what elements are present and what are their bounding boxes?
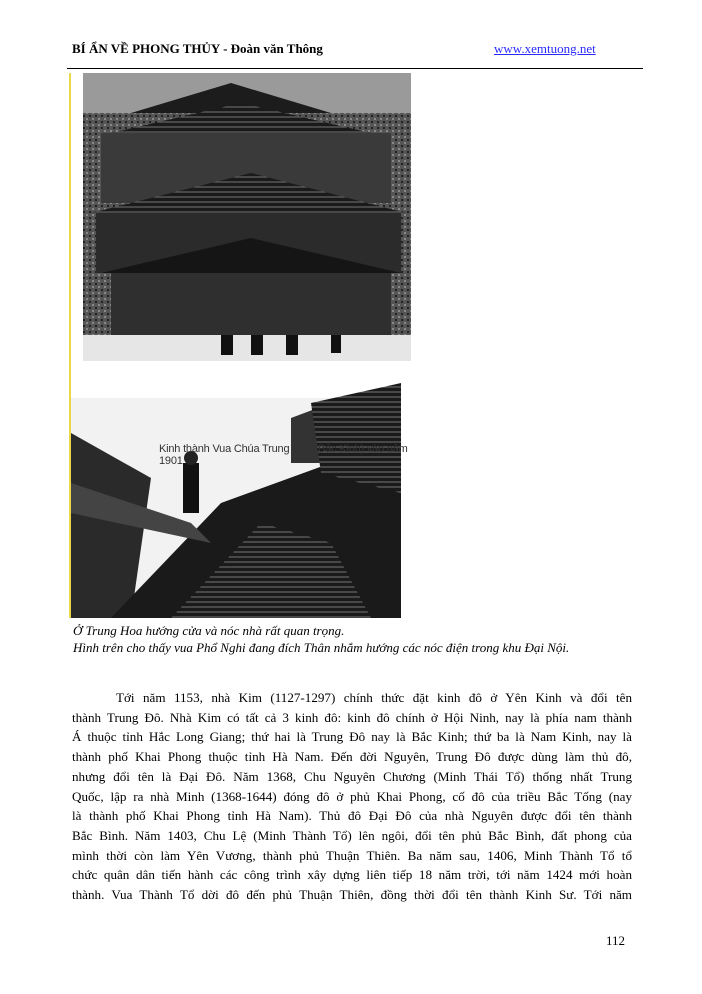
header-title: BÍ ẨN VỀ PHONG THỦY - Đoàn văn Thông: [72, 41, 323, 56]
paragraph-line: mình thời còn làm Yên Vương, thành phủ Thuận Thiên. Ba năm sau, 1406, Minh Thành Tổ tổ: [72, 847, 632, 863]
paragraph-line: nhưng đổi tên là Đại Đô. Năm 1368, Chu Nguyên Chương (Minh Thái Tổ) thống nhất Trung: [72, 768, 632, 784]
paragraph-line: Bắc Bình. Năm 1403, Chu Lệ (Minh Thành Tổ) lên ngôi, đổi tên phủ Bắc Bình, đất phong của: [72, 827, 632, 843]
upper-photo: [83, 73, 411, 361]
photo-image: [71, 73, 412, 618]
paragraph-line: chức quân dân tiến hành các công trình xây dựng liên tiếp 18 năm trời, tới năm 1424 mới hoàn: [72, 867, 632, 883]
paragraph-line: thành phố Khai Phong thuộc tỉnh Hà Nam. Đến đời Nguyên, Trung Đô được dùng làm thủ đô,: [72, 749, 632, 765]
paragraph-line: Quốc, lập ra nhà Minh (1368-1644) đóng đô ở phủ Khai Phong, cố đô của triều Bắc Tống (nay: [72, 788, 632, 804]
paragraph-line: là thành phố Khai Phong tỉnh Hà Nam). Thủ đô Đại Đô của nhà Nguyên được đổi tên thành: [72, 808, 632, 824]
page-number: 112: [606, 933, 626, 948]
body-paragraph: [72, 688, 632, 905]
paragraph-line: Á thuộc tỉnh Hắc Long Giang; thứ hai là Trung Đô nay là Bắc Kinh; thứ ba là Nam Kinh, nay là: [72, 729, 632, 745]
header-url-link[interactable]: www.xemtuong.net: [494, 41, 596, 56]
paragraph-line: Tới năm 1153, nhà Kim (1127-1297) chính thức đặt kinh đô ở Yên Kinh và đổi tên: [116, 690, 632, 705]
lower-photo: [71, 383, 401, 618]
historical-photo: [69, 73, 414, 618]
paragraph-line: thành Trung Đô. Nhà Kim có tất cả 3 kinh đô: kinh đô chính ở Hội Ninh, nay là phía nam thành: [72, 709, 632, 725]
photo-embedded-caption: Kinh thành Vua Chúa Trung Hoa (Bắc Kinh) vào năm 1901: [159, 443, 408, 467]
header-divider: [67, 68, 643, 69]
paragraph-line: thành. Vua Thành Tổ dời đô đến phủ Thuận Thiên, đồng thời đổi tên thành Kinh Sư. Tới năm: [72, 887, 632, 903]
figure-caption-line-2: Hình trên cho thấy vua Phổ Nghi đang đích Thân nhắm hướng các nóc điện trong khu Đại Nội.: [73, 640, 570, 655]
figure-caption-line-1: Ở Trung Hoa hướng cửa và nóc nhà rất quan trọng.: [73, 623, 345, 638]
